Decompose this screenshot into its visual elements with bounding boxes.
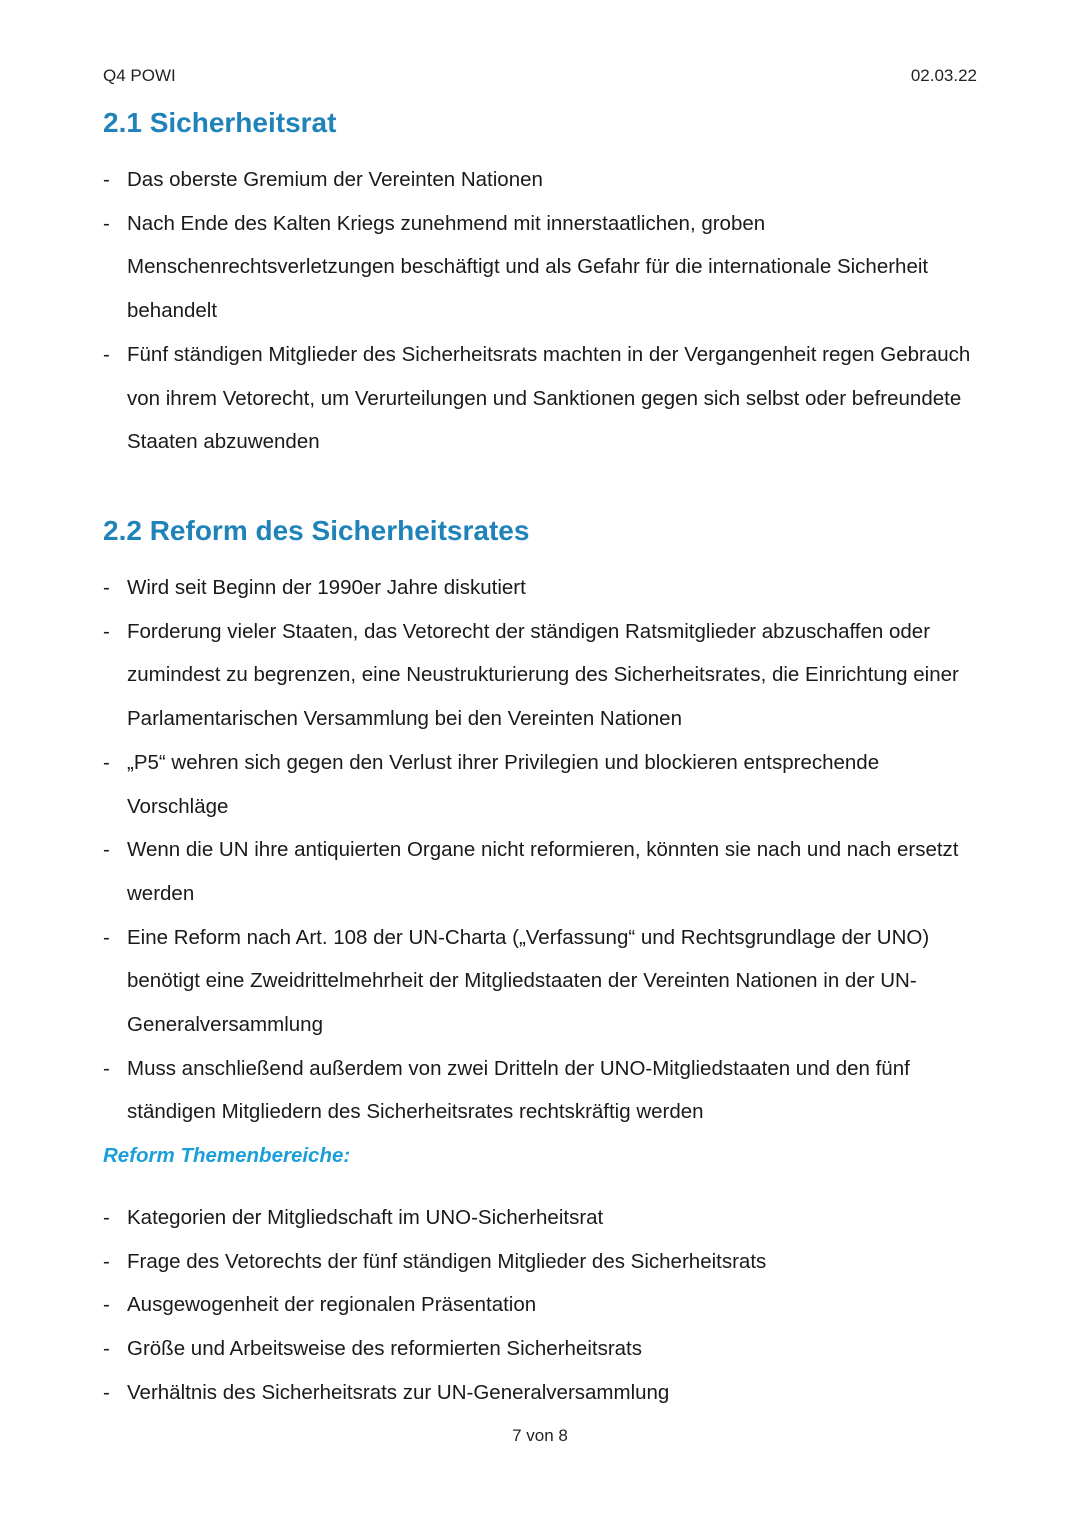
dash-bullet: - bbox=[103, 576, 110, 599]
bullet-list bbox=[103, 566, 983, 1134]
dash-bullet: - bbox=[103, 619, 110, 643]
list-item bbox=[103, 828, 983, 915]
list-item-text: Verhältnis des Sicherheitsrats zur UN-Generalversammlung bbox=[127, 1380, 670, 1404]
list-item bbox=[103, 1371, 983, 1415]
list-item bbox=[103, 1283, 983, 1327]
section-title: 2.2 Reform des Sicherheitsrates bbox=[103, 515, 530, 546]
dash-bullet: - bbox=[103, 1293, 110, 1317]
list-item-text: Fünf ständigen Mitglieder des Sicherheitsrats machten in der Vergangenheit regen Gebrauch von ihrem Vetorecht, um Verurteilungen und Sanktionen gegen sich selbst oder befreundete Staaten abzuwenden bbox=[127, 342, 971, 454]
dash-bullet: - bbox=[103, 1336, 110, 1360]
list-item-text: Das oberste Gremium der Vereinten Nationen bbox=[127, 168, 543, 191]
list-item bbox=[103, 1240, 983, 1284]
bullet-list bbox=[103, 158, 983, 464]
list-item bbox=[103, 566, 983, 610]
section-title: 2.1 Sicherheitsrat bbox=[103, 107, 337, 138]
list-item-text: Ausgewogenheit der regionalen Präsentation bbox=[127, 1293, 537, 1317]
list-item bbox=[103, 1047, 983, 1134]
dash-bullet: - bbox=[103, 168, 110, 191]
date-label: 02.03.22 bbox=[910, 66, 977, 85]
dash-bullet: - bbox=[103, 838, 110, 862]
list-item-text: Muss anschließend außerdem von zwei Dritteln der UNO-Mitgliedstaaten und den fünf ständigen Mitgliedern des Sicherheitsrates rechtskräftig werden bbox=[127, 1056, 910, 1124]
dash-bullet: - bbox=[103, 342, 110, 366]
list-item-text: „P5“ wehren sich gegen den Verlust ihrer Privilegien und blockieren entsprechende Vorschläge bbox=[127, 750, 880, 818]
dash-bullet: - bbox=[103, 1056, 110, 1080]
page-number: 7 von 8 bbox=[512, 1426, 568, 1445]
list-item-text: Wird seit Beginn der 1990er Jahre diskutiert bbox=[127, 576, 526, 599]
subheading-reform-topics: Reform Themenbereiche: bbox=[103, 1144, 351, 1168]
list-item-text: Eine Reform nach Art. 108 der UN-Charta („Verfassung“ und Rechtsgrundlage der UNO) benötigt eine Zweidrittelmehrheit der Mitgliedstaaten der Vereinten Nationen in der UN-Generalversammlung bbox=[127, 925, 930, 1037]
list-item bbox=[103, 916, 983, 1047]
list-item-text: Größe und Arbeitsweise des reformierten Sicherheitsrats bbox=[127, 1336, 643, 1360]
dash-bullet: - bbox=[103, 211, 110, 235]
dash-bullet: - bbox=[103, 1380, 110, 1404]
dash-bullet: - bbox=[103, 750, 110, 774]
list-item-text: Forderung vieler Staaten, das Vetorecht der ständigen Ratsmitglieder abzuschaffen oder zumindest zu begrenzen, eine Neustrukturierung des Sicherheitsrates, die Einrichtung einer Parlamentarischen Versammlung bei den Vereinten Nationen bbox=[127, 619, 959, 731]
dash-bullet: - bbox=[103, 925, 110, 949]
list-item bbox=[103, 158, 983, 202]
list-item-text: Kategorien der Mitgliedschaft im UNO-Sicherheitsrat bbox=[127, 1205, 604, 1229]
topic-list bbox=[103, 1196, 983, 1415]
list-item bbox=[103, 610, 983, 741]
list-item-text: Frage des Vetorechts der fünf ständigen Mitglieder des Sicherheitsrats bbox=[127, 1249, 767, 1273]
list-item bbox=[103, 1196, 983, 1240]
list-item bbox=[103, 333, 983, 464]
dash-bullet: - bbox=[103, 1205, 110, 1229]
list-item-text: Wenn die UN ihre antiquierten Organe nicht reformieren, könnten sie nach und nach ersetzt werden bbox=[127, 838, 959, 905]
course-label: Q4 POWI bbox=[103, 66, 176, 85]
list-item bbox=[103, 202, 983, 333]
list-item bbox=[103, 1327, 983, 1371]
section-sicherheitsrat bbox=[103, 106, 983, 464]
dash-bullet: - bbox=[103, 1249, 110, 1273]
list-item bbox=[103, 741, 983, 828]
section-reform bbox=[103, 514, 983, 1414]
list-item-text: Nach Ende des Kalten Kriegs zunehmend mit innerstaatlichen, groben Menschenrechtsverletzungen beschäftigt und als Gefahr für die internationale Sicherheit behandelt bbox=[127, 211, 929, 323]
